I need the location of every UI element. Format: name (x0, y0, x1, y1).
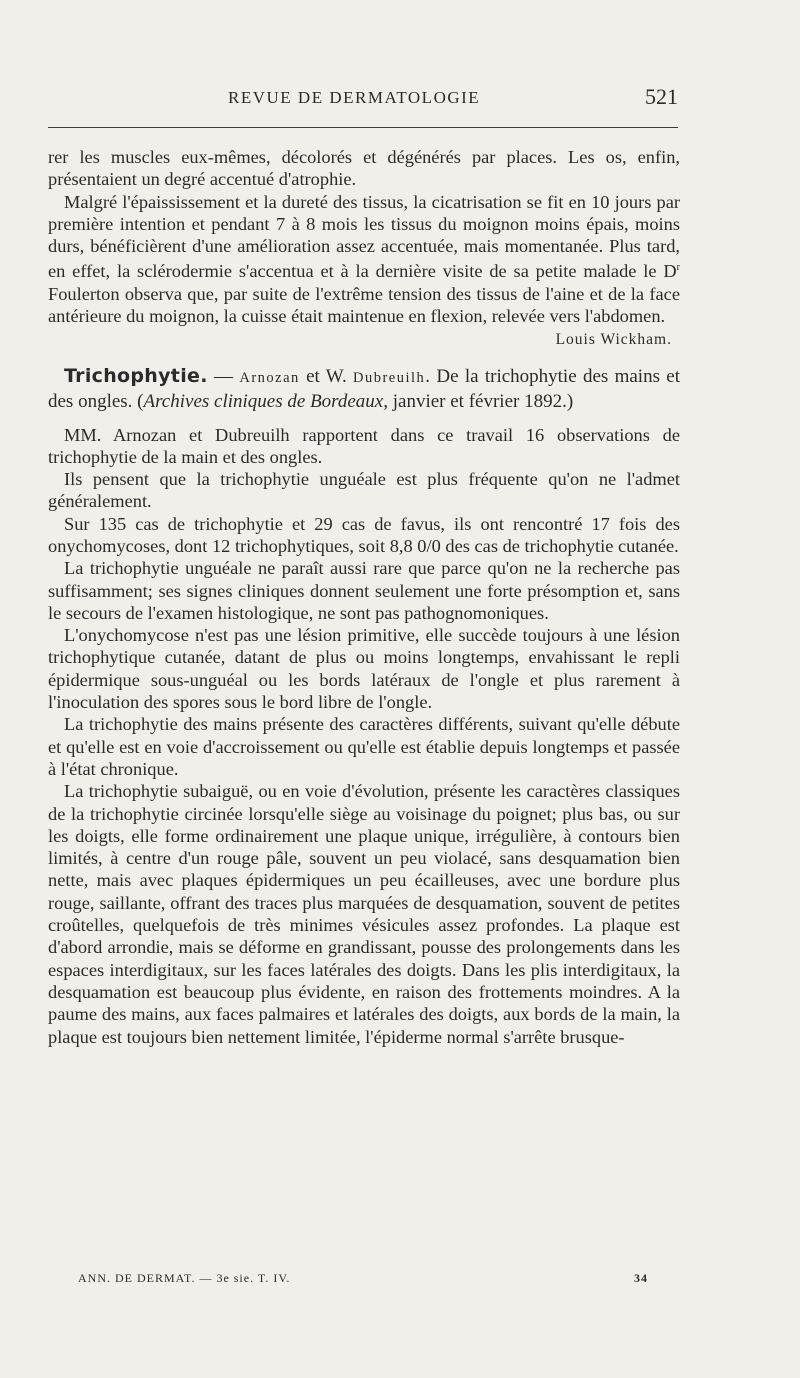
paragraph: La trichophytie unguéale ne paraît aussi rare que parce qu'on ne la recherche pas suffisamment; ses signes cliniques donnent seulement une forte présomption et, sans le secours de l'examen histologique, ne sont pas pathognomoniques. (48, 558, 680, 623)
section-title: Trichophytie. (64, 364, 208, 387)
paragraph: Sur 135 cas de trichophytie et 29 cas de favus, ils ont rencontré 17 fois des onychomycoses, dont 12 trichophytiques, soit 8,8 0/0 des cas de trichophytie cutanée. (48, 513, 680, 556)
journal-title: Archives cliniques de Bordeaux, (143, 391, 388, 412)
section-heading: Trichophytie. — Arnozan et W. Dubreuilh. De la trichophytie des mains et des ongles. (Archives cliniques de Bordeaux, janvier et février 1892.) (48, 364, 680, 412)
paragraph: L'onychomycose n'est pas une lésion primitive, elle succède toujours à une lésion trichophytique cutanée, datant de plus ou moins longtemps, envahissant le repli épidermique sous-unguéal ou les bords latéraux de l'ongle et plus rarement à l'inoculation des spores sous le bord libre de l'ongle. (48, 625, 680, 713)
paragraph: Malgré l'épaississement et la dureté des tissus, la cicatrisation se fit en 10 jours par première intention et pendant 7 à 8 mois les tissus du moignon moins épais, moins durs, bénéficièrent d'une amélioration assez accentuée, mais momentanée. Plus tard, en effet, la sclérodermie s'accentua et à la dernière visite de sa petite malade le $D^r$ Foulerton observa que, par suite de l'extrême tension des tissus de l'aine et de la face antérieure du moignon, la cuisse était maintenue en flexion, relevée vers l'abdomen. (48, 191, 680, 327)
author-name: Arnozan (239, 369, 300, 386)
running-title: REVUE DE DERMATOLOGIE (228, 88, 481, 107)
paragraph: La trichophytie des mains présente des caractères différents, suivant qu'elle débute et qu'elle est en voie d'accroissement ou qu'elle est établie depuis longtemps et passée à l'état chronique. (48, 714, 680, 779)
paragraph: MM. Arnozan et Dubreuilh rapportent dans ce travail 16 observations de trichophytie de la main et des ongles. (48, 424, 680, 467)
paragraph: rer les muscles eux-mêmes, décolorés et dégénérés par places. Les os, enfin, présentaient un degré accentué d'atrophie. (48, 147, 680, 190)
footer-signature: ANN. DE DERMAT. — 3e sie. T. IV. (78, 1271, 291, 1285)
page-number: 521 (645, 84, 678, 109)
signature-mark: 34 (634, 1271, 648, 1285)
page-header (48, 84, 678, 116)
paragraph: La trichophytie subaiguë, ou en voie d'évolution, présente les caractères classiques de la trichophytie circinée lorsqu'elle siège au voisinage du poignet; plus bas, ou sur les doigts, elle forme ordinairement une plaque unique, irrégulière, à contours bien limités, à centre d'un rouge pâle, souvent un peu violacé, sans desquamation bien nette, mais avec plaques épidermiques un peu écailleuses, avec une bordure plus rouge, saillante, offrant des traces plus marquées de desquamation, souvent de petites croûtelles, quelquefois de très minimes vésicules assez profondes. La plaque est d'abord arrondie, mais se déforme en grandissant, pousse des prolongements dans les espaces interdigitaux, sur les faces latérales des doigts. Dans les plis interdigitaux, la desquamation est beaucoup plus évidente, en raison des frottements moindres. A la paume des mains, aux faces palmaires et latérales des doigts, aux bords de la main, la plaque est toujours bien nettement limitée, l'épiderme normal s'arrête brusque- (48, 781, 680, 1047)
signature: Louis Wickham. (555, 330, 672, 348)
page-body (48, 146, 680, 1048)
author-name: Dubreuilh (353, 369, 426, 386)
header-rule (48, 127, 678, 128)
paragraph: Ils pensent que la trichophytie unguéale est plus fréquente qu'on ne l'admet généralement. (48, 469, 680, 512)
